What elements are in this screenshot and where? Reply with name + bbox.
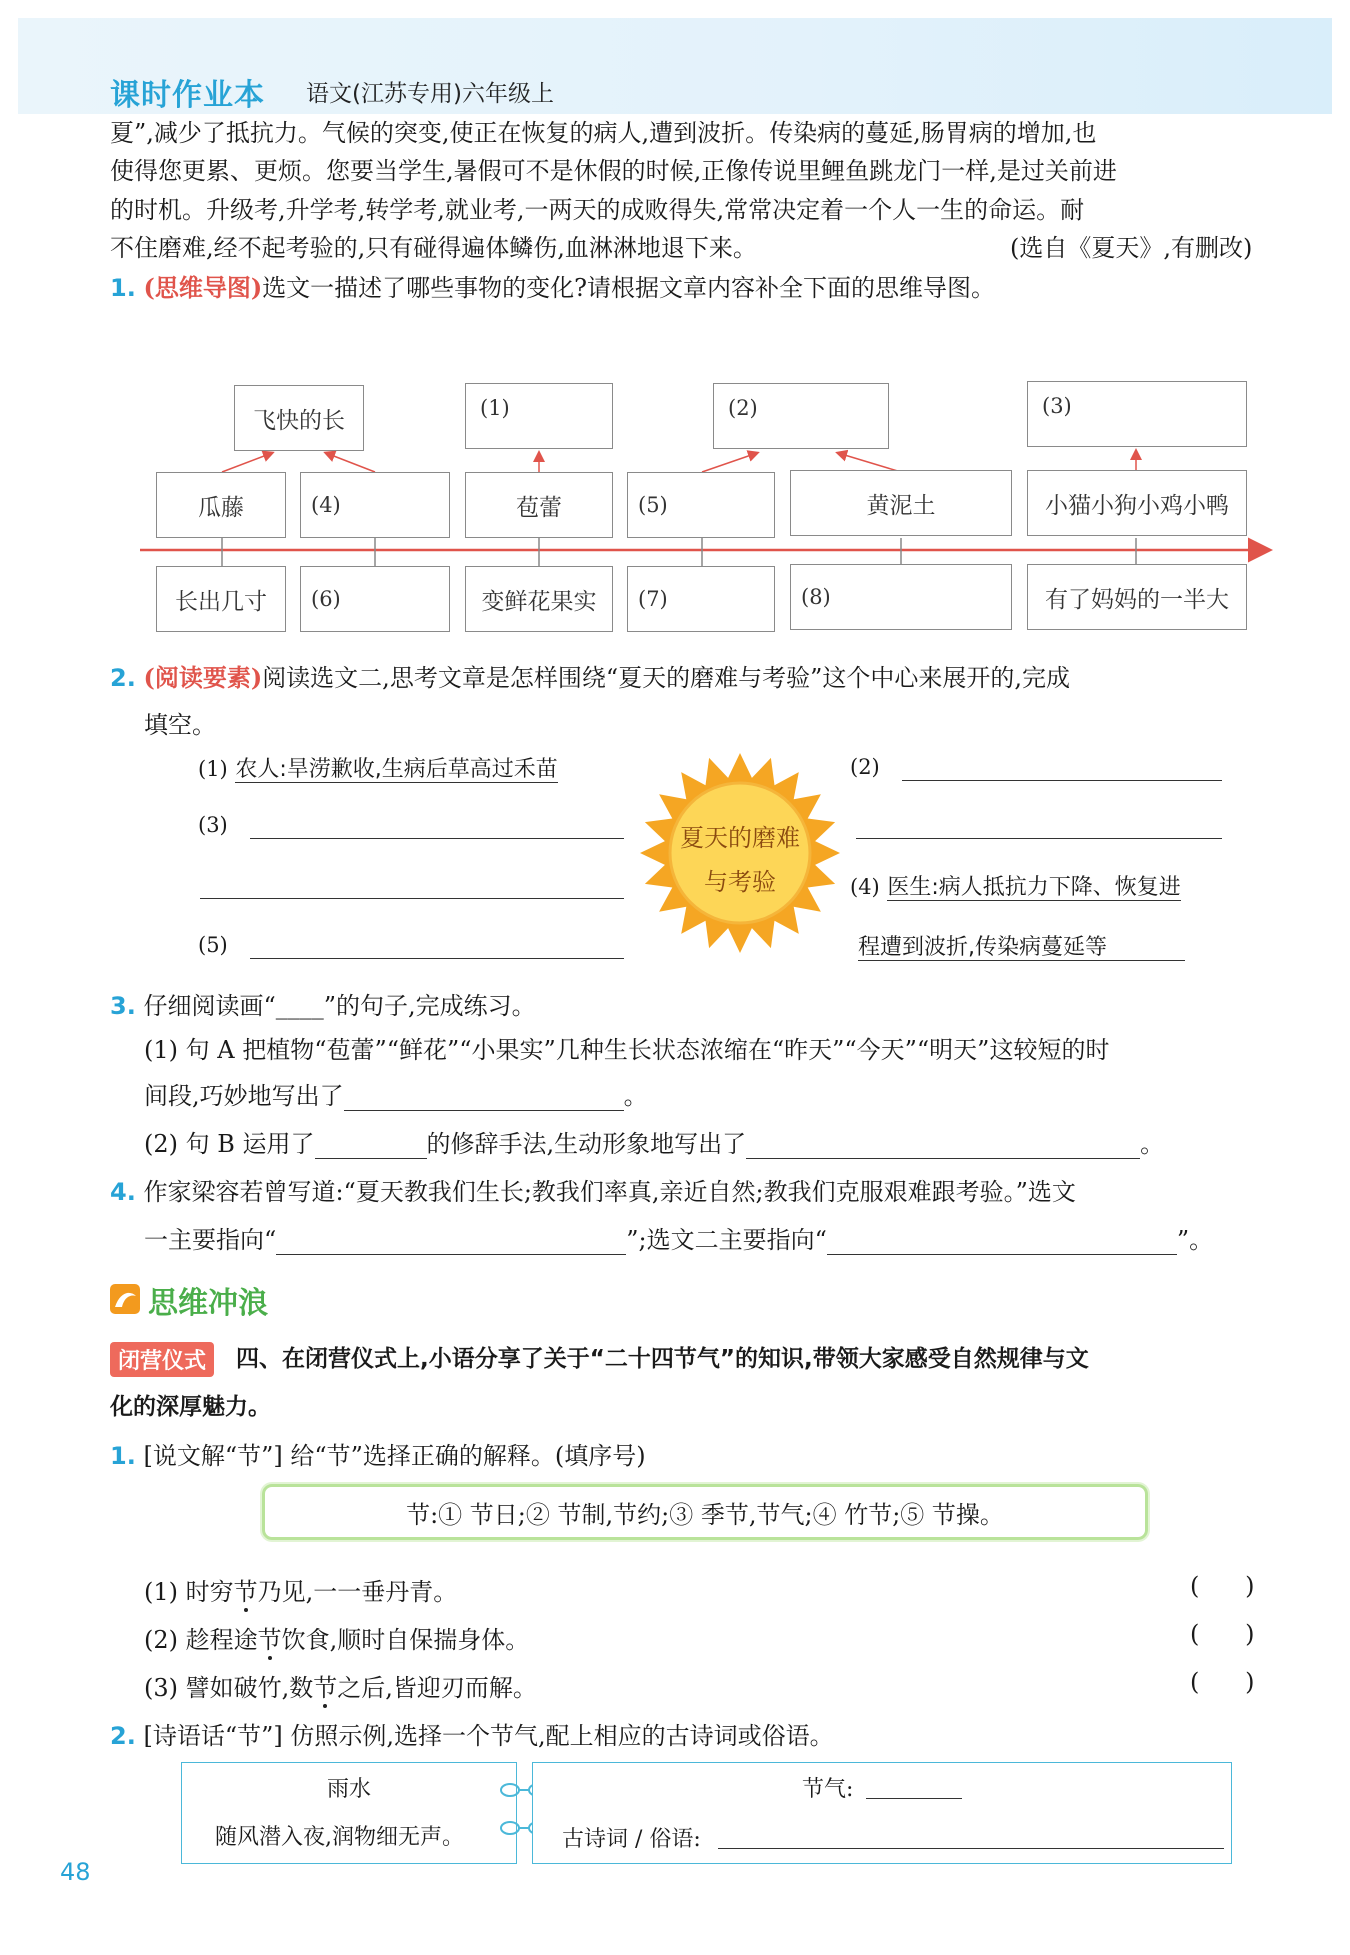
q2-item-4-answer-2: 程遭到波折,传染病蔓延等 — [858, 935, 1185, 961]
q3-sub2-text-a: (2) 句 B 运用了 — [144, 1130, 315, 1158]
q2-item-2-blank-2[interactable] — [856, 838, 1222, 839]
s1-item-1-answer[interactable]: ( ) — [1190, 1572, 1255, 1600]
q3-text: 仔细阅读画“____”的句子,完成练习。 — [143, 992, 536, 1020]
map-mid-box-5: 黄泥土 — [790, 470, 1012, 536]
q2-item-5-blank[interactable] — [250, 958, 624, 959]
q3-sub2-blank-2[interactable] — [746, 1132, 1140, 1159]
q2-item-1-label: (1) — [198, 757, 228, 781]
q4-text-a: 一主要指向“ — [144, 1226, 277, 1254]
map-mid-box-6: 小猫小狗小鸡小鸭 — [1027, 470, 1247, 536]
s1-item-3-post: 之后,皆迎刃而解。 — [337, 1674, 537, 1702]
map-top-box-1: 飞快的长 — [234, 385, 364, 451]
passage-line: 夏”,减少了抵抗力。气候的突变,使正在恢复的病人,遭到波折。传染病的蔓延,肠胃病的增加,也 — [110, 119, 1097, 147]
map-top-box-4: (3) — [1027, 381, 1247, 447]
s1-item-2-answer[interactable]: ( ) — [1190, 1620, 1255, 1648]
q4-blank-1[interactable] — [276, 1228, 626, 1255]
q2-item-3-label-text: (3) — [198, 813, 228, 837]
map-mid-box-1: 瓜藤 — [156, 472, 286, 538]
s1-text: [说文解“节”] 给“节”选择正确的解释。(填序号) — [143, 1442, 646, 1470]
s1-item-3 — [144, 1668, 537, 1703]
q2-item-2-label — [850, 752, 880, 780]
q2-item-1 — [198, 752, 558, 783]
q3-sub2-end: 。 — [1140, 1130, 1165, 1158]
q4-line2 — [144, 1220, 1213, 1255]
q4-text: 作家梁容若曾写道:“夏天教我们生长;教我们率真,亲近自然;教我们克服艰难跟考验。”选文 — [143, 1178, 1076, 1206]
s1-number: 1. — [110, 1442, 136, 1470]
q2-item-3-blank[interactable] — [250, 838, 624, 839]
poem-blank[interactable] — [718, 1848, 1224, 1849]
s1-item-3-answer[interactable]: ( ) — [1190, 1668, 1255, 1696]
map-mid-box-4: (5) — [627, 472, 775, 538]
sun-text-line2: 与考验 — [704, 868, 776, 896]
passage-source: (选自《夏天》,有删改) — [1010, 234, 1253, 262]
map-mid-box-3: 苞蕾 — [465, 472, 613, 538]
poem-label: 古诗词 / 俗语: — [562, 1827, 701, 1852]
passage-line: 的时机。升级考,升学考,转学考,就业考,一两天的成败得失,常常决定着一个人一生的命运。耐 — [110, 196, 1085, 224]
q2-tag: (阅读要素) — [143, 663, 263, 692]
section-intro-1: 四、在闭营仪式上,小语分享了关于“二十四节气”的知识,带领大家感受自然规律与文 — [236, 1346, 1089, 1372]
q2-text-cont: 填空。 — [144, 711, 216, 739]
q2-item-3-label — [198, 810, 228, 838]
q2-item-2-label-text: (2) — [850, 755, 880, 779]
q3-sub2-blank-1[interactable] — [315, 1132, 427, 1159]
q2-item-5-label-text: (5) — [198, 933, 228, 957]
section-intro-2: 化的深厚魅力。 — [110, 1394, 271, 1420]
q1-number: 1. — [110, 274, 136, 302]
s1-item-2-pre: (2) 趁程途 — [144, 1626, 258, 1654]
section-title: 思维冲浪 — [148, 1286, 268, 1321]
s1-item-1 — [144, 1572, 457, 1607]
map-bottom-box-1: 长出几寸 — [156, 566, 286, 632]
q2-item-4 — [850, 870, 1181, 901]
q2-item-4-cont — [858, 930, 1185, 961]
s2-prompt — [110, 1716, 834, 1751]
q2-prompt — [110, 658, 1070, 693]
q3-sub1-text: 间段,巧妙地写出了 — [144, 1082, 344, 1110]
map-bottom-box-5: (8) — [790, 564, 1012, 630]
s1-item-1-post: 乃见,一一垂丹青。 — [257, 1578, 458, 1606]
map-bottom-box-2: (6) — [300, 566, 450, 632]
q4-blank-2[interactable] — [827, 1228, 1177, 1255]
q1-text: 选文一描述了哪些事物的变化?请根据文章内容补全下面的思维导图。 — [262, 274, 996, 302]
brand-title: 课时作业本 — [110, 78, 265, 113]
q2-item-4-answer-1: 医生:病人抵抗力下降、恢复进 — [887, 875, 1181, 900]
s1-item-3-pre: (3) 譬如破竹,数 — [144, 1674, 314, 1702]
s1-item-3-key: 节 — [313, 1674, 338, 1702]
passage-line: 不住磨难,经不起考验的,只有碰得遍体鳞伤,血淋淋地退下来。 — [110, 234, 757, 262]
s2-number: 2. — [110, 1722, 136, 1750]
mind-map-lines — [0, 0, 1350, 640]
surf-icon — [110, 1284, 140, 1314]
q2-item-5-label — [198, 930, 228, 958]
q4-text-c: ”。 — [1176, 1226, 1214, 1254]
example-term: 雨水 — [326, 1777, 371, 1802]
example-poem: 随风潜入夜,润物细无声。 — [215, 1825, 464, 1850]
q3-number: 3. — [110, 992, 136, 1020]
map-mid-box-2: (4) — [300, 472, 450, 538]
map-bottom-box-3: 变鲜花果实 — [465, 566, 613, 632]
q3-sub1-line2 — [144, 1076, 648, 1111]
q1-tag: (思维导图) — [143, 273, 263, 302]
sun-text-line1: 夏天的磨难 — [680, 824, 800, 852]
q4-text-b: ”;选文二主要指向“ — [626, 1226, 827, 1254]
q2-text: 阅读选文二,思考文章是怎样围绕“夏天的磨难与考验”这个中心来展开的,完成 — [262, 664, 1070, 692]
q2-item-2-blank[interactable] — [902, 780, 1222, 781]
q4-prompt — [110, 1172, 1076, 1207]
q3-sub2-text-b: 的修辞手法,生动形象地写出了 — [426, 1130, 747, 1158]
map-top-box-2: (1) — [465, 383, 613, 449]
page-number: 48 — [60, 1858, 91, 1886]
s1-item-2-post: 饮食,顺时自保揣身体。 — [281, 1626, 530, 1654]
q3-sub1-end: 。 — [623, 1082, 648, 1110]
q3-sub1-line1: (1) 句 A 把植物“苞蕾”“鲜花”“小果实”几种生长状态浓缩在“昨天”“今天”“明天”这较短的时 — [144, 1036, 1110, 1064]
q4-number: 4. — [110, 1178, 136, 1206]
section-badge: 闭营仪式 — [110, 1342, 214, 1377]
definition-box: 节:① 节日;② 节制,节约;③ 季节,节气;④ 竹节;⑤ 节操。 — [262, 1484, 1148, 1540]
term-blank[interactable] — [866, 1798, 962, 1799]
s2-text: [诗语话“节”] 仿照示例,选择一个节气,配上相应的古诗词或俗语。 — [143, 1722, 834, 1750]
s1-prompt — [110, 1436, 646, 1471]
q2-item-1-answer: 农人:旱涝歉收,生病后草高过禾苗 — [235, 757, 558, 782]
s1-item-1-pre: (1) 时穷 — [144, 1578, 234, 1606]
s1-item-2 — [144, 1620, 529, 1655]
map-bottom-box-6: 有了妈妈的一半大 — [1027, 564, 1247, 630]
subject-title: 语文(江苏专用)六年级上 — [306, 81, 554, 107]
sun-icon — [630, 748, 850, 958]
s1-item-2-key: 节 — [257, 1626, 282, 1654]
term-label: 节气: — [802, 1777, 854, 1802]
q2-number: 2. — [110, 664, 136, 692]
q3-sub1-blank[interactable] — [344, 1084, 624, 1111]
q3-sub2 — [144, 1124, 1164, 1159]
q2-item-4-label: (4) — [850, 875, 880, 899]
map-top-box-3: (2) — [713, 383, 889, 449]
s1-item-1-key: 节 — [233, 1578, 258, 1606]
q3-prompt — [110, 986, 536, 1021]
q2-item-3-blank-2[interactable] — [200, 898, 624, 899]
map-bottom-box-4: (7) — [627, 566, 775, 632]
passage-line: 使得您更累、更烦。您要当学生,暑假可不是休假的时候,正像传说里鲤鱼跳龙门一样,是过关前进 — [110, 157, 1117, 185]
